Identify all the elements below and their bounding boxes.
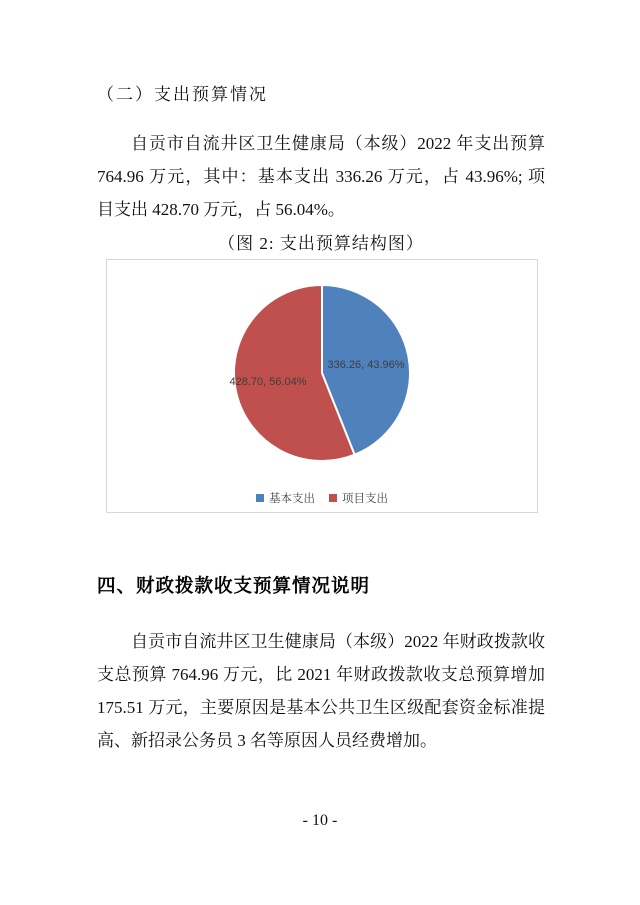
section-heading-fiscal: 四、财政拨款收支预算情况说明 [97,575,371,596]
legend-swatch-red [329,494,337,502]
paragraph-line: 自贡市自流井区卫生健康局（本级）2022 年财政拨款收 [131,632,545,651]
chart-caption: （图 2: 支出预算结构图） [218,234,424,253]
section-heading-expenditure: （二）支出预算情况 [97,85,268,104]
pie-slice-label-basic: 336.26, 43.96% [327,359,405,371]
paragraph-expenditure [97,127,545,226]
legend-swatch-blue [256,494,264,502]
chart-legend [107,490,537,506]
legend-label-basic: 基本支出 [269,493,315,505]
legend-item-basic [256,490,315,506]
paragraph-line: 764.96 万元，其中：基本支出 336.26 万元，占 43.96%; 项 [97,167,545,186]
paragraph-line: 高、新招录公务员 3 名等原因人员经费增加。 [97,731,437,750]
paragraph-line: 目支出 428.70 万元，占 56.04%。 [97,200,345,219]
legend-label-project: 项目支出 [342,493,388,505]
page-number: - 10 - [302,812,338,829]
paragraph-line: 175.51 万元，主要原因是基本公共卫生区级配套资金标准提 [97,698,545,717]
paragraph-fiscal [97,625,545,757]
paragraph-line: 支总预算 764.96 万元，比 2021 年财政拨款收支总预算增加 [97,665,545,684]
legend-item-project [329,490,388,506]
pie-chart-svg [107,260,537,492]
pie-slice-label-project: 428.70, 56.04% [229,376,307,388]
pie-chart-container [106,259,538,513]
paragraph-line: 自贡市自流井区卫生健康局（本级）2022 年支出预算 [131,134,545,153]
